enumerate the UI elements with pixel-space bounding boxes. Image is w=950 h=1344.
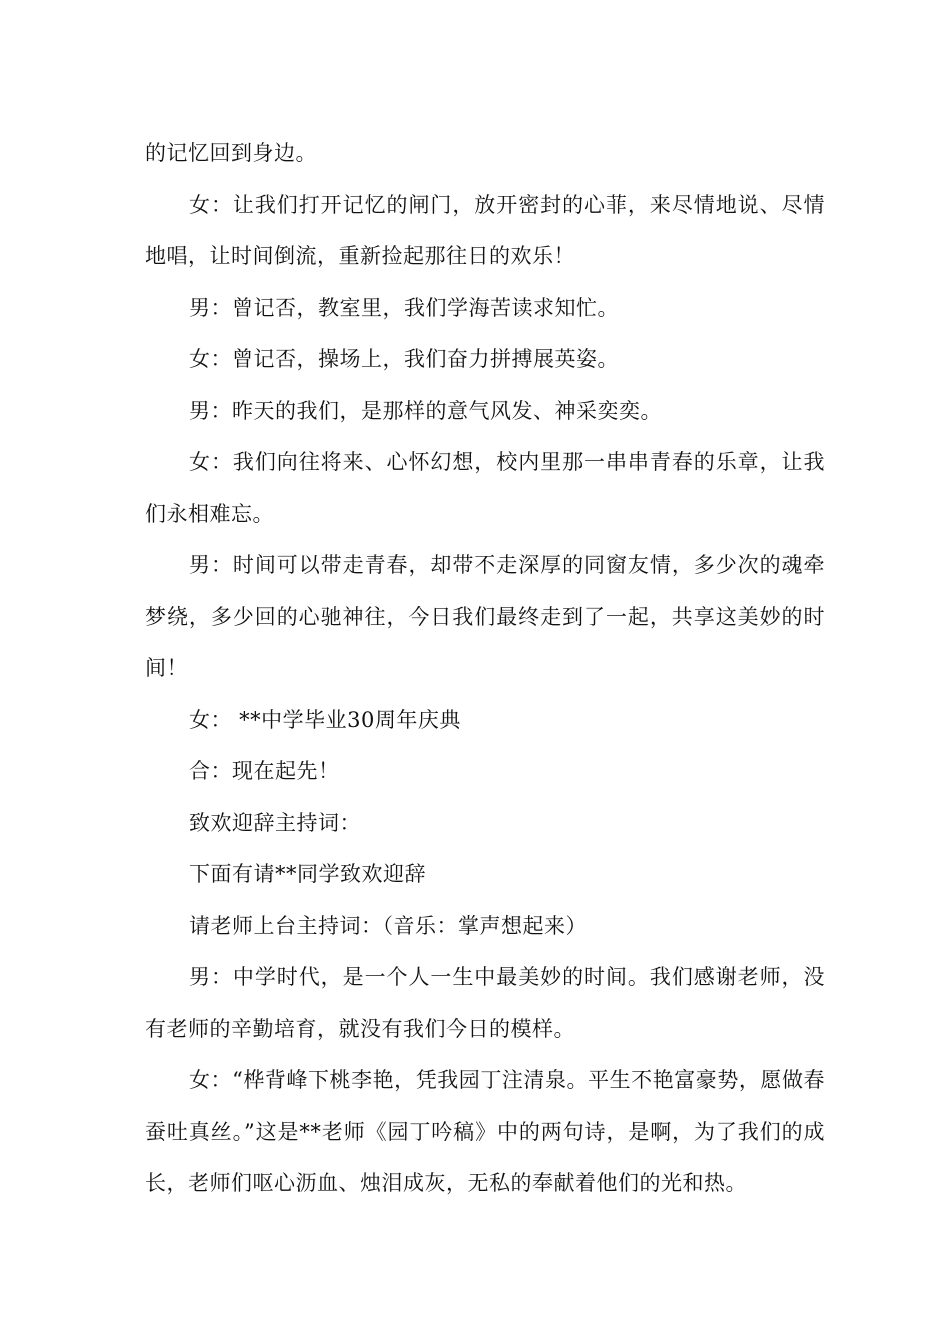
- paragraph-2: 女：让我们打开记忆的闸门，放开密封的心菲，来尽情地说、尽情地唱，让时间倒流，重新捡起那往日的欢乐！: [145, 192, 825, 268]
- paragraph-14: 女：“桦背峰下桃李艳，凭我园丁注清泉。平生不艳富豪势，愿做春蚕吐真丝。”这是**老师《园丁吟稿》中的两句诗，是啊，为了我们的成长，老师们呕心沥血、烛泪成灰，无私的奉献着他们的光和热。: [145, 1068, 825, 1195]
- paragraph-6: 女：我们向往将来、心怀幻想，校内里那一串串青春的乐章，让我们永相难忘。: [145, 450, 825, 526]
- paragraph-1: 的记忆回到身边。: [145, 141, 317, 165]
- paragraph-4: 女：曾记否，操场上，我们奋力拼搏展英姿。: [189, 347, 619, 371]
- paragraph-13: 男：中学时代，是一个人一生中最美妙的时间。我们感谢老师，没有老师的辛勤培育，就没有我们今日的模样。: [145, 965, 825, 1041]
- paragraph-10: 致欢迎辞主持词：: [189, 810, 361, 835]
- paragraph-7: 男：时间可以带走青春，却带不走深厚的同窗友情，多少次的魂牵梦绕，多少回的心驰神往，今日我们最终走到了一起，共享这美妙的时间！: [145, 553, 825, 680]
- paragraph-5: 男：昨天的我们，是那样的意气风发、神采奕奕。: [189, 398, 662, 423]
- paragraph-12: 请老师上台主持词：（音乐：掌声想起来）: [189, 913, 587, 938]
- paragraph-3: 男：曾记否，教室里，我们学海苦读求知忙。: [189, 295, 619, 320]
- document-body: [145, 128, 825, 1210]
- paragraph-11: 下面有请**同学致欢迎辞: [189, 862, 426, 886]
- paragraph-8: 女： **中学毕业30周年庆典: [189, 707, 461, 732]
- paragraph-9: 合：现在起先！: [189, 759, 340, 783]
